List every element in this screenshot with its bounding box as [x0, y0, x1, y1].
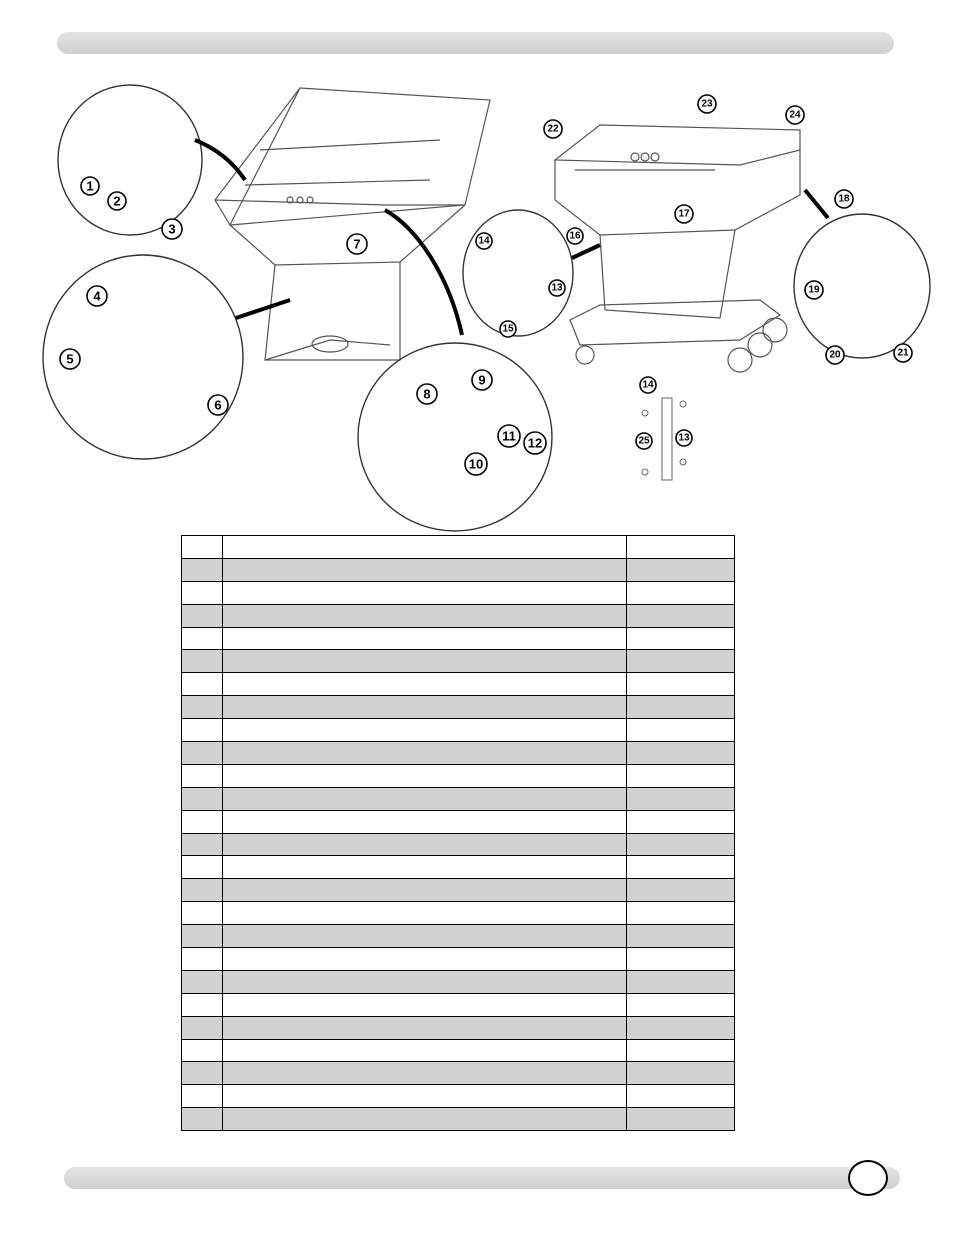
callout-label: 20: [829, 349, 841, 361]
table-row: [182, 879, 735, 902]
table-row: [182, 627, 735, 650]
table-row: [182, 925, 735, 948]
table-row: [182, 1108, 735, 1131]
table-row: [182, 1062, 735, 1085]
table-row: [182, 810, 735, 833]
table-row: [182, 673, 735, 696]
table-row: [182, 787, 735, 810]
table-row: [182, 833, 735, 856]
callout-label: 4: [93, 288, 101, 304]
callout-label: 11: [502, 428, 516, 444]
table-row: [182, 719, 735, 742]
callout-label: 22: [547, 123, 559, 135]
table-row: [182, 902, 735, 925]
callout-label: 5: [66, 351, 74, 367]
callout-labels: [60, 95, 912, 475]
callout-label: 17: [678, 208, 690, 220]
callout-label: 1: [86, 178, 94, 194]
callout-label: 7: [353, 236, 361, 252]
table-row: [182, 948, 735, 971]
table-row: [182, 536, 735, 559]
table-row: [182, 558, 735, 581]
callout-label: 23: [701, 98, 713, 110]
callout-label: 13: [551, 282, 563, 294]
parts-diagram: [0, 60, 954, 535]
parts-table: [181, 535, 735, 1131]
callout-label: 14: [478, 235, 490, 247]
header-bar: [57, 32, 894, 54]
table-row: [182, 764, 735, 787]
callout-label: 10: [468, 456, 484, 472]
cart-left-drawing: [215, 88, 490, 360]
table-row: [182, 993, 735, 1016]
callout-label: 2: [113, 193, 121, 209]
table-row: [182, 1016, 735, 1039]
callout-label: 3: [168, 221, 176, 237]
table-row: [182, 856, 735, 879]
page-number-circle: [848, 1160, 888, 1196]
callout-label: 18: [838, 193, 850, 205]
callout-label: 15: [502, 323, 514, 335]
callout-label: 6: [214, 397, 222, 413]
footer-bar: [64, 1167, 900, 1189]
callout-label: 25: [638, 435, 650, 447]
callout-label: 13: [678, 432, 690, 444]
table-row: [182, 581, 735, 604]
callout-label: 16: [569, 230, 581, 242]
table-row: [182, 604, 735, 627]
callout-label: 19: [808, 284, 820, 296]
table-row: [182, 650, 735, 673]
table-row: [182, 1085, 735, 1108]
table-row: [182, 742, 735, 765]
callout-label: 8: [423, 386, 431, 402]
callout-label: 24: [789, 109, 801, 121]
table-row: [182, 1039, 735, 1062]
leader-lines: [195, 140, 828, 335]
table-row: [182, 696, 735, 719]
callout-label: 21: [897, 347, 909, 359]
callout-label: 9: [478, 372, 486, 388]
callout-label: 14: [642, 379, 654, 391]
table-row: [182, 970, 735, 993]
callout-label: 12: [527, 435, 543, 451]
